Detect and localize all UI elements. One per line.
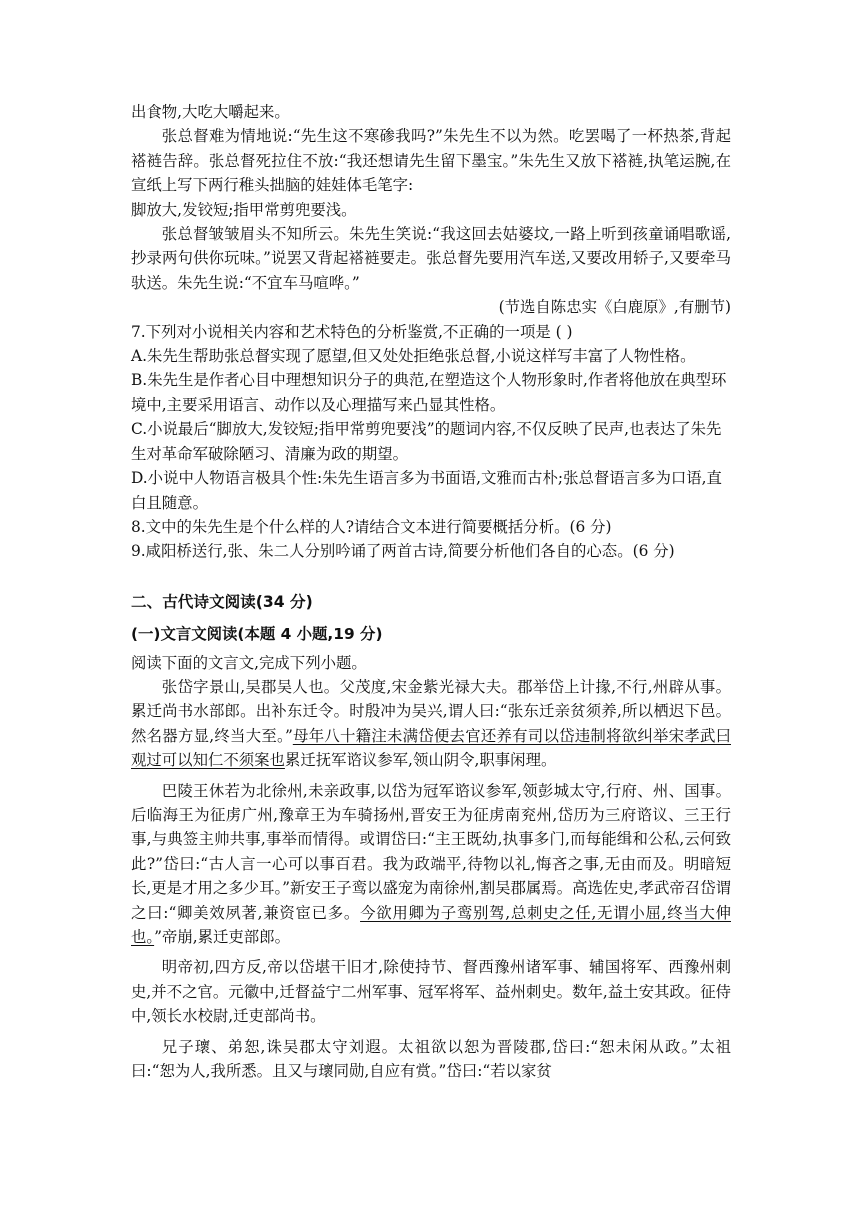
passage-paragraph: 张总督皱皱眉头不知所云。朱先生笑说:“我这回去姑婆坟,一路上听到孩童诵唱歌谣,抄录两句供你玩味。”说罢又背起褡裢要走。张总督先要用汽车送,又要改用轿子,又要牵马驮送。朱先生说:“不宜车马喧哗。” [131, 225, 731, 292]
calligraphy-text: 脚放大,发铰短;指甲常剪兜要浅。 [131, 200, 357, 219]
question-7-option-b: B.朱先生是作者心目中理想知识分子的典范,在塑造这个人物形象时,作者将他放在典型环境中,主要采用语言、动作以及心理描写来凸显其性格。 [131, 371, 727, 414]
underlined-sentence: 今欲用卿为子鸾别驾,总刺史之任,无谓小屈,终当大伸也。 [131, 903, 731, 946]
paragraph-text: 张岱字景山,吴郡吴人也。父茂度,宋金紫光禄大夫。郡举岱上计掾,不行,州辟从事。累迁尚书水部郎。出补东迁令。时殷冲为吴兴,谓人曰:“张东迁亲贫须养,所以栖迟下邑。然名器方显,终当大至。” [131, 677, 731, 745]
classical-paragraph [131, 675, 731, 773]
classical-paragraph: 兄子瓌、弟恕,诛吴郡太守刘遐。太祖欲以恕为晋陵郡,岱曰:“恕未闲从政。”太祖曰:“恕为人,我所悉。且又与瓌同勋,自应有赏。”岱曰:“若以家贫 [131, 1037, 731, 1081]
question-7-option-d: D.小说中人物语言极具个性:朱先生语言多为书面语,文雅而古朴;张总督语言多为口语,直白且随意。 [131, 469, 722, 512]
paragraph-text: 累迁抚军谘议参军,领山阴令,职事闲理。 [284, 751, 557, 770]
page-content [131, 100, 731, 1083]
source-note: (节选自陈忠实《白鹿原》,有删节) [498, 298, 731, 317]
classical-paragraph [131, 779, 731, 950]
passage-paragraph: 张总督难为情地说:“先生这不寒碜我吗?”朱先生不以为然。吃罢喝了一杯热茶,背起褡裢告辞。张总督死拉住不放:“我还想请先生留下墨宝。”朱先生又放下褡裢,执笔运腕,在宣纸上写下两行稚头拙脑的娃娃体毛笔字: [131, 127, 731, 195]
question-7: 7.下列对小说相关内容和艺术特色的分析鉴赏,不正确的一项是 ( ) [131, 322, 573, 341]
classical-paragraph: 明帝初,四方反,帝以岱堪干旧才,除使持节、督西豫州诸军事、辅国将军、西豫州刺史,并不之官。元徽中,迁督益宁二州军事、冠军将军、益州刺史。数年,益土安其政。征侍中,领长水校尉,迁吏部尚书。 [131, 958, 731, 1026]
underlined-sentence: 母年八十籍注未满岱便去官还养有司以岱违制将欲纠举宋孝武曰观过可以知仁不须案也 [131, 726, 731, 770]
question-8: 8.文中的朱先生是个什么样的人?请结合文本进行简要概括分析。(6 分) [131, 517, 612, 536]
section-heading: 二、古代诗文阅读(34 分) [131, 592, 313, 611]
paragraph-text: ”帝崩,累迁吏部郎。 [154, 928, 290, 946]
question-7-option-a: A.朱先生帮助张总督实现了愿望,但又处处拒绝张总督,小说这样写丰富了人物性格。 [131, 347, 696, 366]
question-9: 9.咸阳桥送行,张、朱二人分别吟诵了两首古诗,简要分析他们各自的心态。(6 分) [131, 542, 675, 561]
paragraph-text: 巴陵王休若为北徐州,未亲政事,以岱为冠军谘议参军,领彭城太守,行府、州、国事。后临海王为征虏广州,豫章王为车骑扬州,晋安王为征虏南兖州,岱历为三府谘议、三王行事,与典签主帅共事,事举而情得。或谓岱曰:“主王既幼,执事多门,而每能缉和公私,云何致此?”岱曰:“古人言一心可以事百君。我为政端平,待物以礼,悔吝之事,无由而及。明暗短长,更是才用之多少耳。”新安王子鸾以盛宠为南徐州,割吴郡属焉。高选佐史,孝武帝召岱谓之曰:“卿美效夙著,兼资宦已多。 [131, 781, 731, 922]
passage-paragraph: 出食物,大吃大嚼起来。 [131, 103, 290, 121]
question-7-option-c: C.小说最后“脚放大,发铰短;指甲常剪兜要浅”的题词内容,不仅反映了民声,也表达了朱先生对革命军破除陋习、清廉为政的期望。 [131, 420, 722, 463]
instruction-text: 阅读下面的文言文,完成下列小题。 [131, 653, 367, 672]
subsection-heading: (一)文言文阅读(本题 4 小题,19 分) [131, 625, 383, 644]
